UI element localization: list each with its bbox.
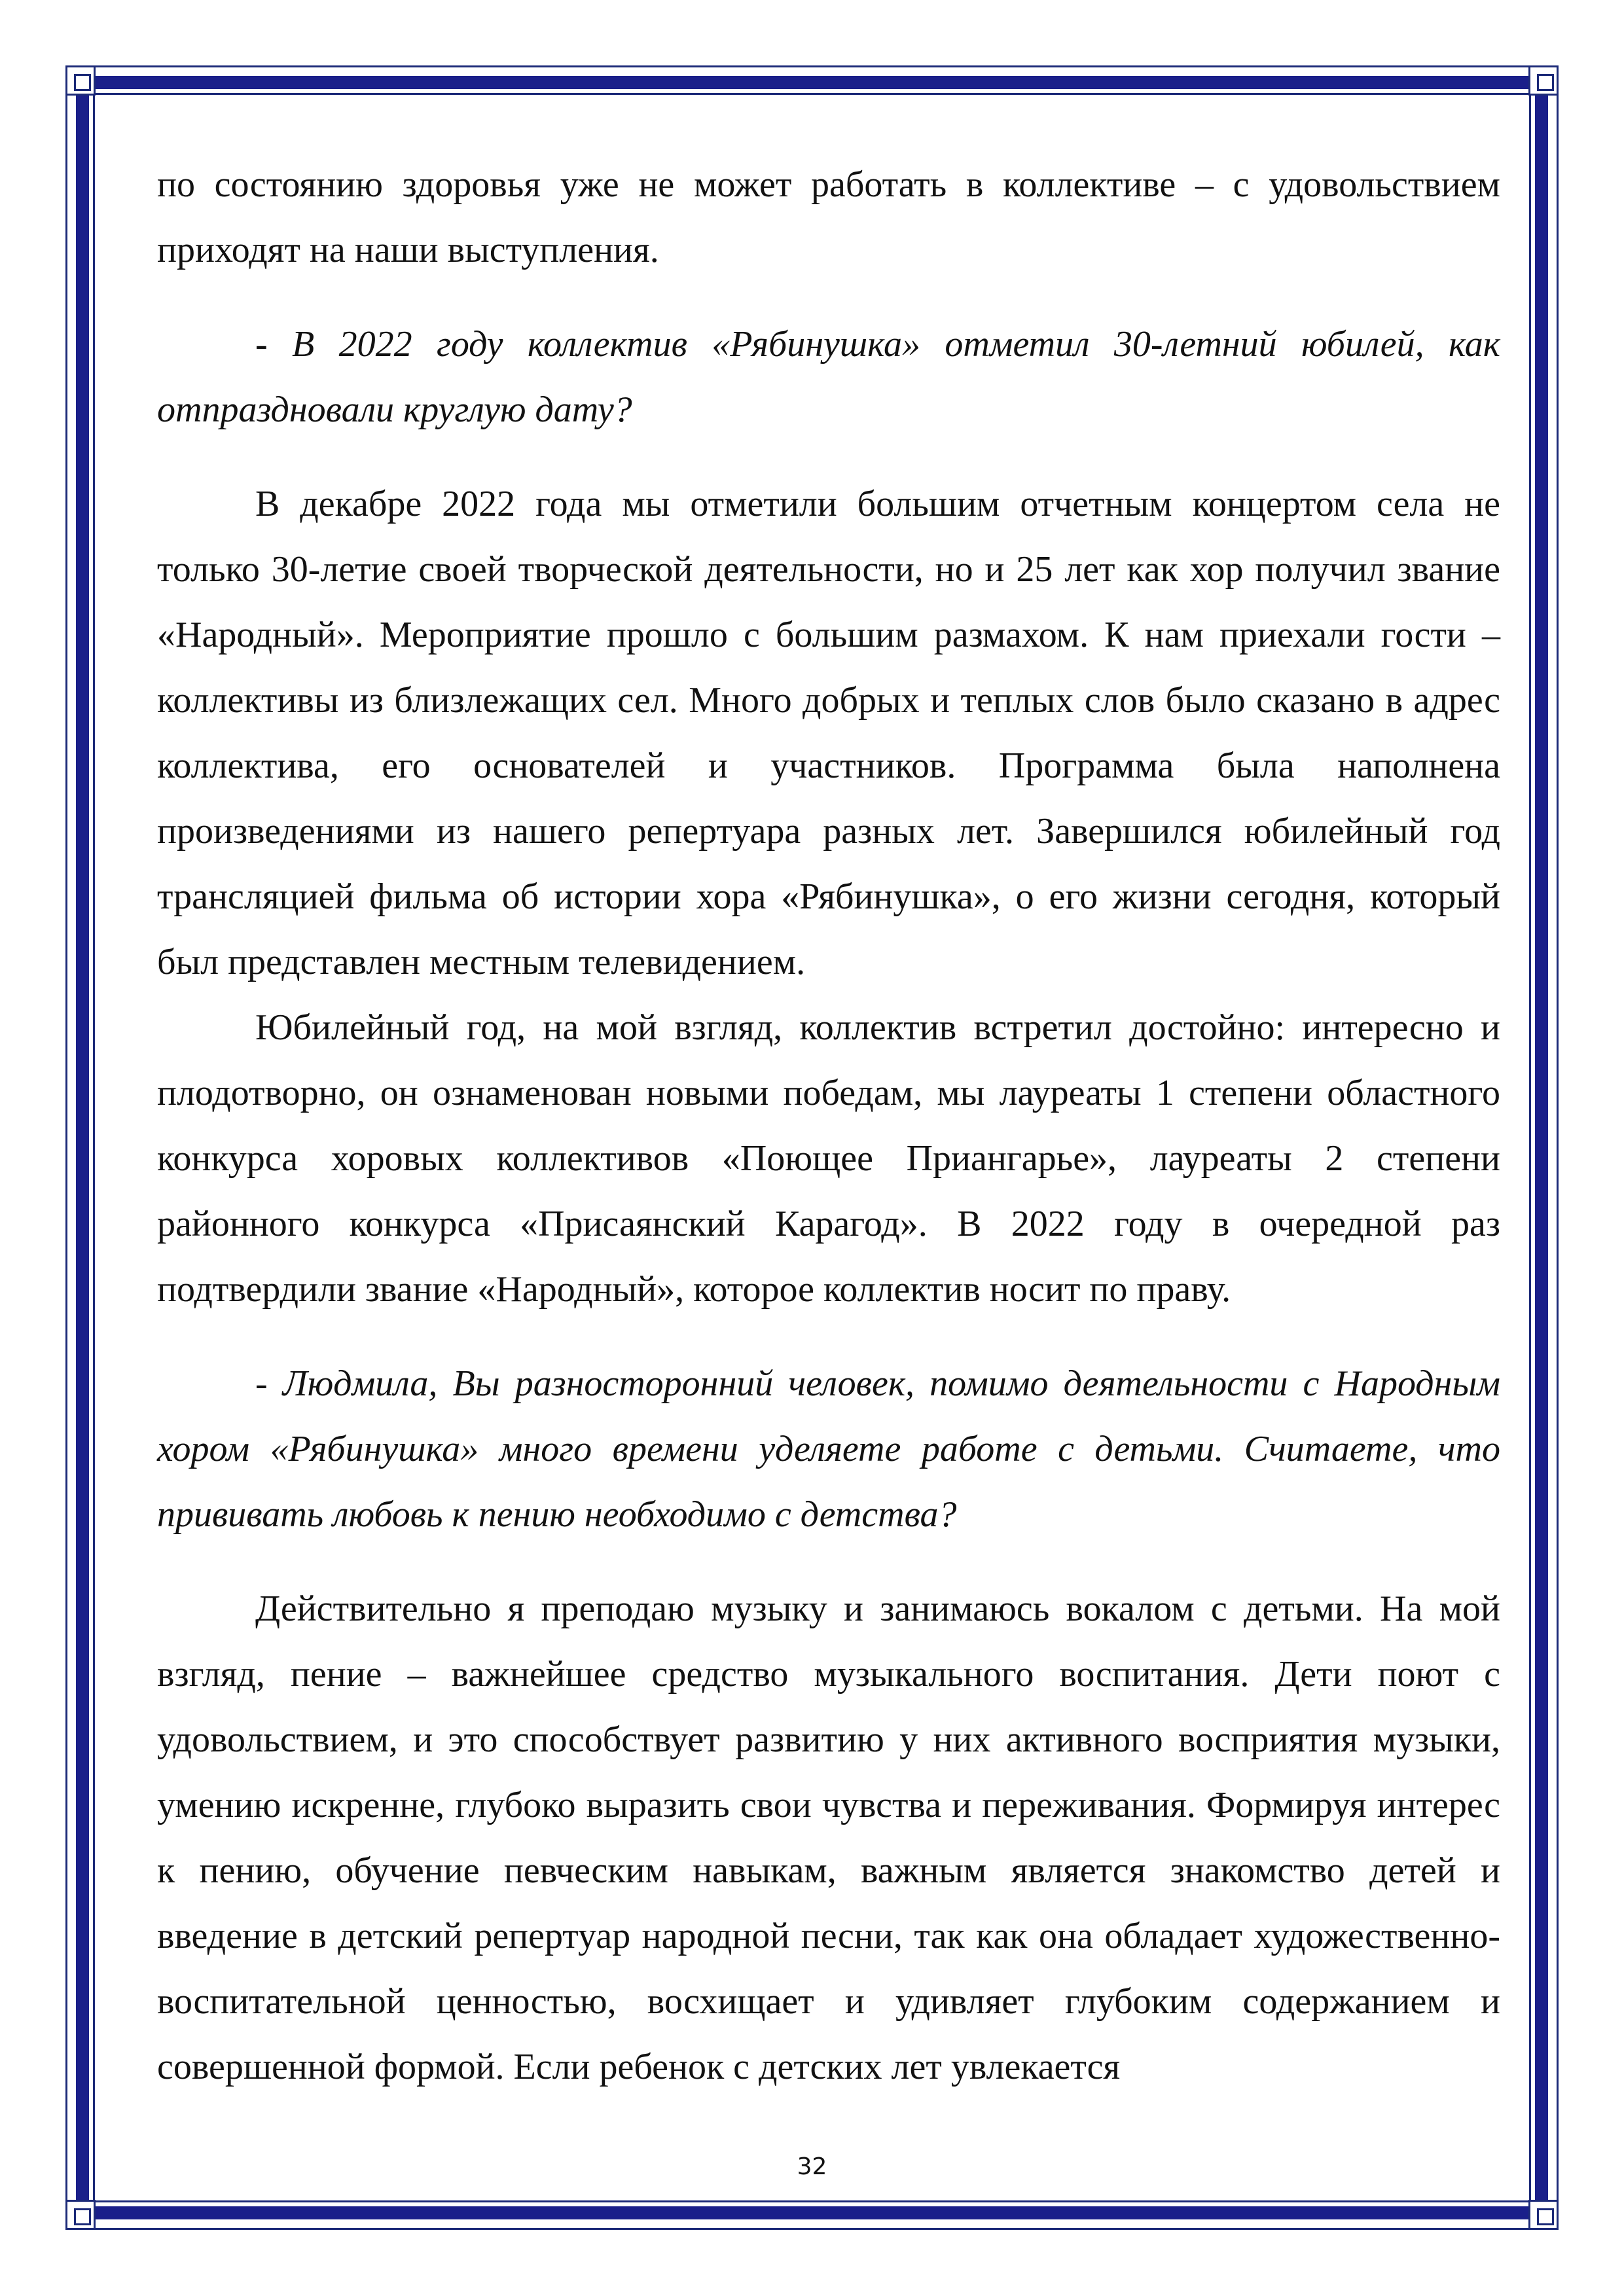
answer-paragraph: Действительно я преподаю музыку и занимаюсь вокалом с детьми. На мой взгляд, пение – важнейшее средство музыкального воспитания. Дети поют с удовольствием, и это способствует развитию у них активного восприятия музыки, умению искренне, глубоко выразить свои чувства и переживания. Формируя интерес к пению, обучение певческим навыкам, важным является знакомство детей и введение в детский репертуар народной песни, так как она обладает художественно-воспитательной ценностью, восхищает и удивляет глубоким содержанием и совершенной формой. Если ребенок с детских лет увлекается bbox=[157, 1588, 1500, 2087]
page-number: 32 bbox=[797, 2153, 827, 2180]
answer-paragraph: Юбилейный год, на мой взгляд, коллектив встретил достойно: интересно и плодотворно, он ознаменован новыми победам, мы лауреаты 1 степени областного конкурса хоровых коллективов «Поющее Приангарье», лауреаты 2 степени районного конкурса «Присаянский Карагод». В 2022 году в очередной раз подтвердили звание «Народный», которое коллектив носит по праву. bbox=[157, 1007, 1500, 1310]
page-body bbox=[157, 152, 1500, 2100]
frame-corner-ornament bbox=[1528, 65, 1559, 96]
interview-question: - В 2022 году коллектив «Рябинушка» отметил 30-летний юбилей, как отпраздновали круглую дату? bbox=[157, 324, 1500, 430]
answer-paragraph: В декабре 2022 года мы отметили большим отчетным концертом села не только 30-летие своей творческой деятельности, но и 25 лет как хор получил звание «Народный». Мероприятие прошло с большим размахом. К нам приехали гости – коллективы из близлежащих сел. Много добрых и теплых слов было сказано в адрес коллектива, его основателей и участников. Программа была наполнена произведениями из нашего репертуара разных лет. Завершился юбилейный год трансляцией фильма об истории хора «Рябинушка», о его жизни сегодня, который был представлен местным телевидением. bbox=[157, 484, 1500, 982]
frame-corner-ornament bbox=[1528, 2200, 1559, 2230]
frame-corner-ornament bbox=[65, 65, 96, 96]
paragraph-continuation: по состоянию здоровья уже не может работать в коллективе – с удовольствием приходят на наши выступления. bbox=[157, 164, 1500, 270]
interview-question: - Людмила, Вы разносторонний человек, помимо деятельности с Народным хором «Рябинушка» много времени уделяете работе с детьми. Считаете, что прививать любовь к пению необходимо с детства? bbox=[157, 1363, 1500, 1535]
frame-corner-ornament bbox=[65, 2200, 96, 2230]
